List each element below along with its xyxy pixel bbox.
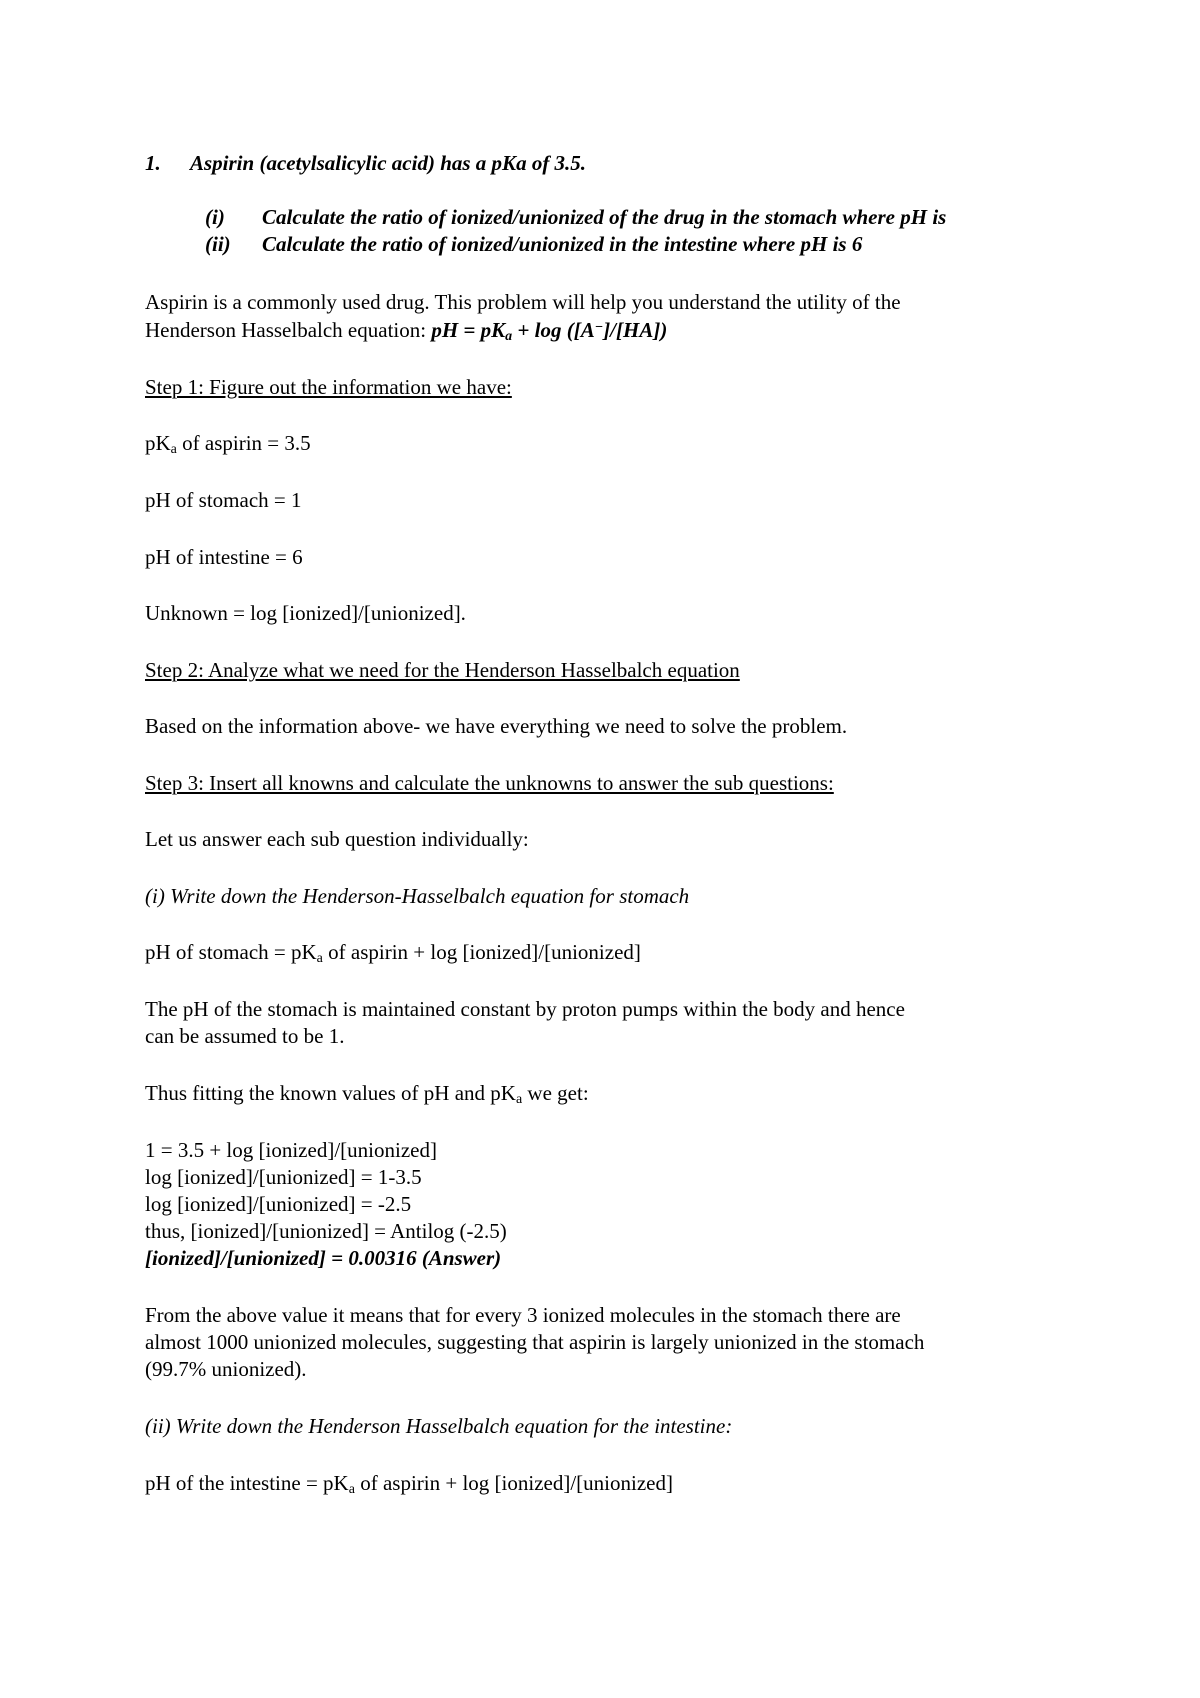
conclusion-line-3: (99.7% unionized).	[145, 1357, 307, 1381]
part-ii-heading: (ii) Write down the Henderson Hasselbalch equation for the intestine:	[145, 1414, 733, 1438]
subquestion-ii-text: Calculate the ratio of ionized/unionized in the intestine where pH is 6	[262, 232, 863, 256]
step-3-intro: Let us answer each sub question individually:	[145, 827, 529, 851]
intro-line-1: Aspirin is a commonly used drug. This problem will help you understand the utility of the	[145, 290, 901, 314]
part-ii-equation: pH of the intestine = $pK_a$ of aspirin + log [ionized]/[unionized]	[145, 1471, 673, 1497]
ph-stomach-line: pH of stomach = 1	[145, 488, 302, 512]
answer-line: [ionized]/[unionized] = 0.00316 (Answer)	[145, 1246, 502, 1270]
part-i-heading: (i) Write down the Henderson-Hasselbalch equation for stomach	[145, 884, 690, 908]
step-2-heading: Step 2: Analyze what we need for the Henderson Hasselbalch equation	[145, 658, 740, 682]
question-number: 1.	[145, 151, 161, 175]
pka-line: $pK_a$ of aspirin = 3.5	[145, 431, 311, 457]
calc-line-4: thus, [ionized]/[unionized] = Antilog (-2.5)	[145, 1219, 507, 1243]
ph-intestine-line: pH of intestine = 6	[145, 545, 303, 569]
conclusion-line-2: almost 1000 unionized molecules, suggesting that aspirin is largely unionized in the stomach	[145, 1330, 925, 1354]
part-i-note-line-1: The pH of the stomach is maintained constant by proton pumps within the body and hence	[145, 997, 905, 1021]
step-1-heading: Step 1: Figure out the information we have:	[145, 375, 512, 399]
question-title: Aspirin (acetylsalicylic acid) has a pKa of 3.5.	[190, 151, 587, 175]
calc-line-3: log [ionized]/[unionized] = -2.5	[145, 1192, 412, 1216]
part-i-fitting: Thus fitting the known values of pH and $pK_a$ we get:	[145, 1081, 589, 1107]
calc-line-2: log [ionized]/[unionized] = 1-3.5	[145, 1165, 422, 1189]
subquestion-i-text: Calculate the ratio of ionized/unionized of the drug in the stomach where pH is	[262, 205, 947, 229]
calc-line-1: 1 = 3.5 + log [ionized]/[unionized]	[145, 1138, 437, 1162]
conclusion-line-1: From the above value it means that for every 3 ionized molecules in the stomach there are	[145, 1303, 901, 1327]
part-i-note-line-2: can be assumed to be 1.	[145, 1024, 345, 1048]
step-2-text: Based on the information above- we have everything we need to solve the problem.	[145, 714, 848, 738]
subquestion-ii-label: (ii)	[205, 232, 231, 256]
intro-line-2: Henderson Hasselbalch equation: pH = $pK_a + \log ([A^-]/[HA])$	[145, 318, 668, 344]
step-3-heading: Step 3: Insert all knowns and calculate the unknowns to answer the sub questions:	[145, 771, 834, 795]
subquestion-i-label: (i)	[205, 205, 225, 229]
unknown-line: Unknown = log [ionized]/[unionized].	[145, 601, 466, 625]
part-i-equation: pH of stomach = $pK_a$ of aspirin + log [ionized]/[unionized]	[145, 940, 641, 966]
